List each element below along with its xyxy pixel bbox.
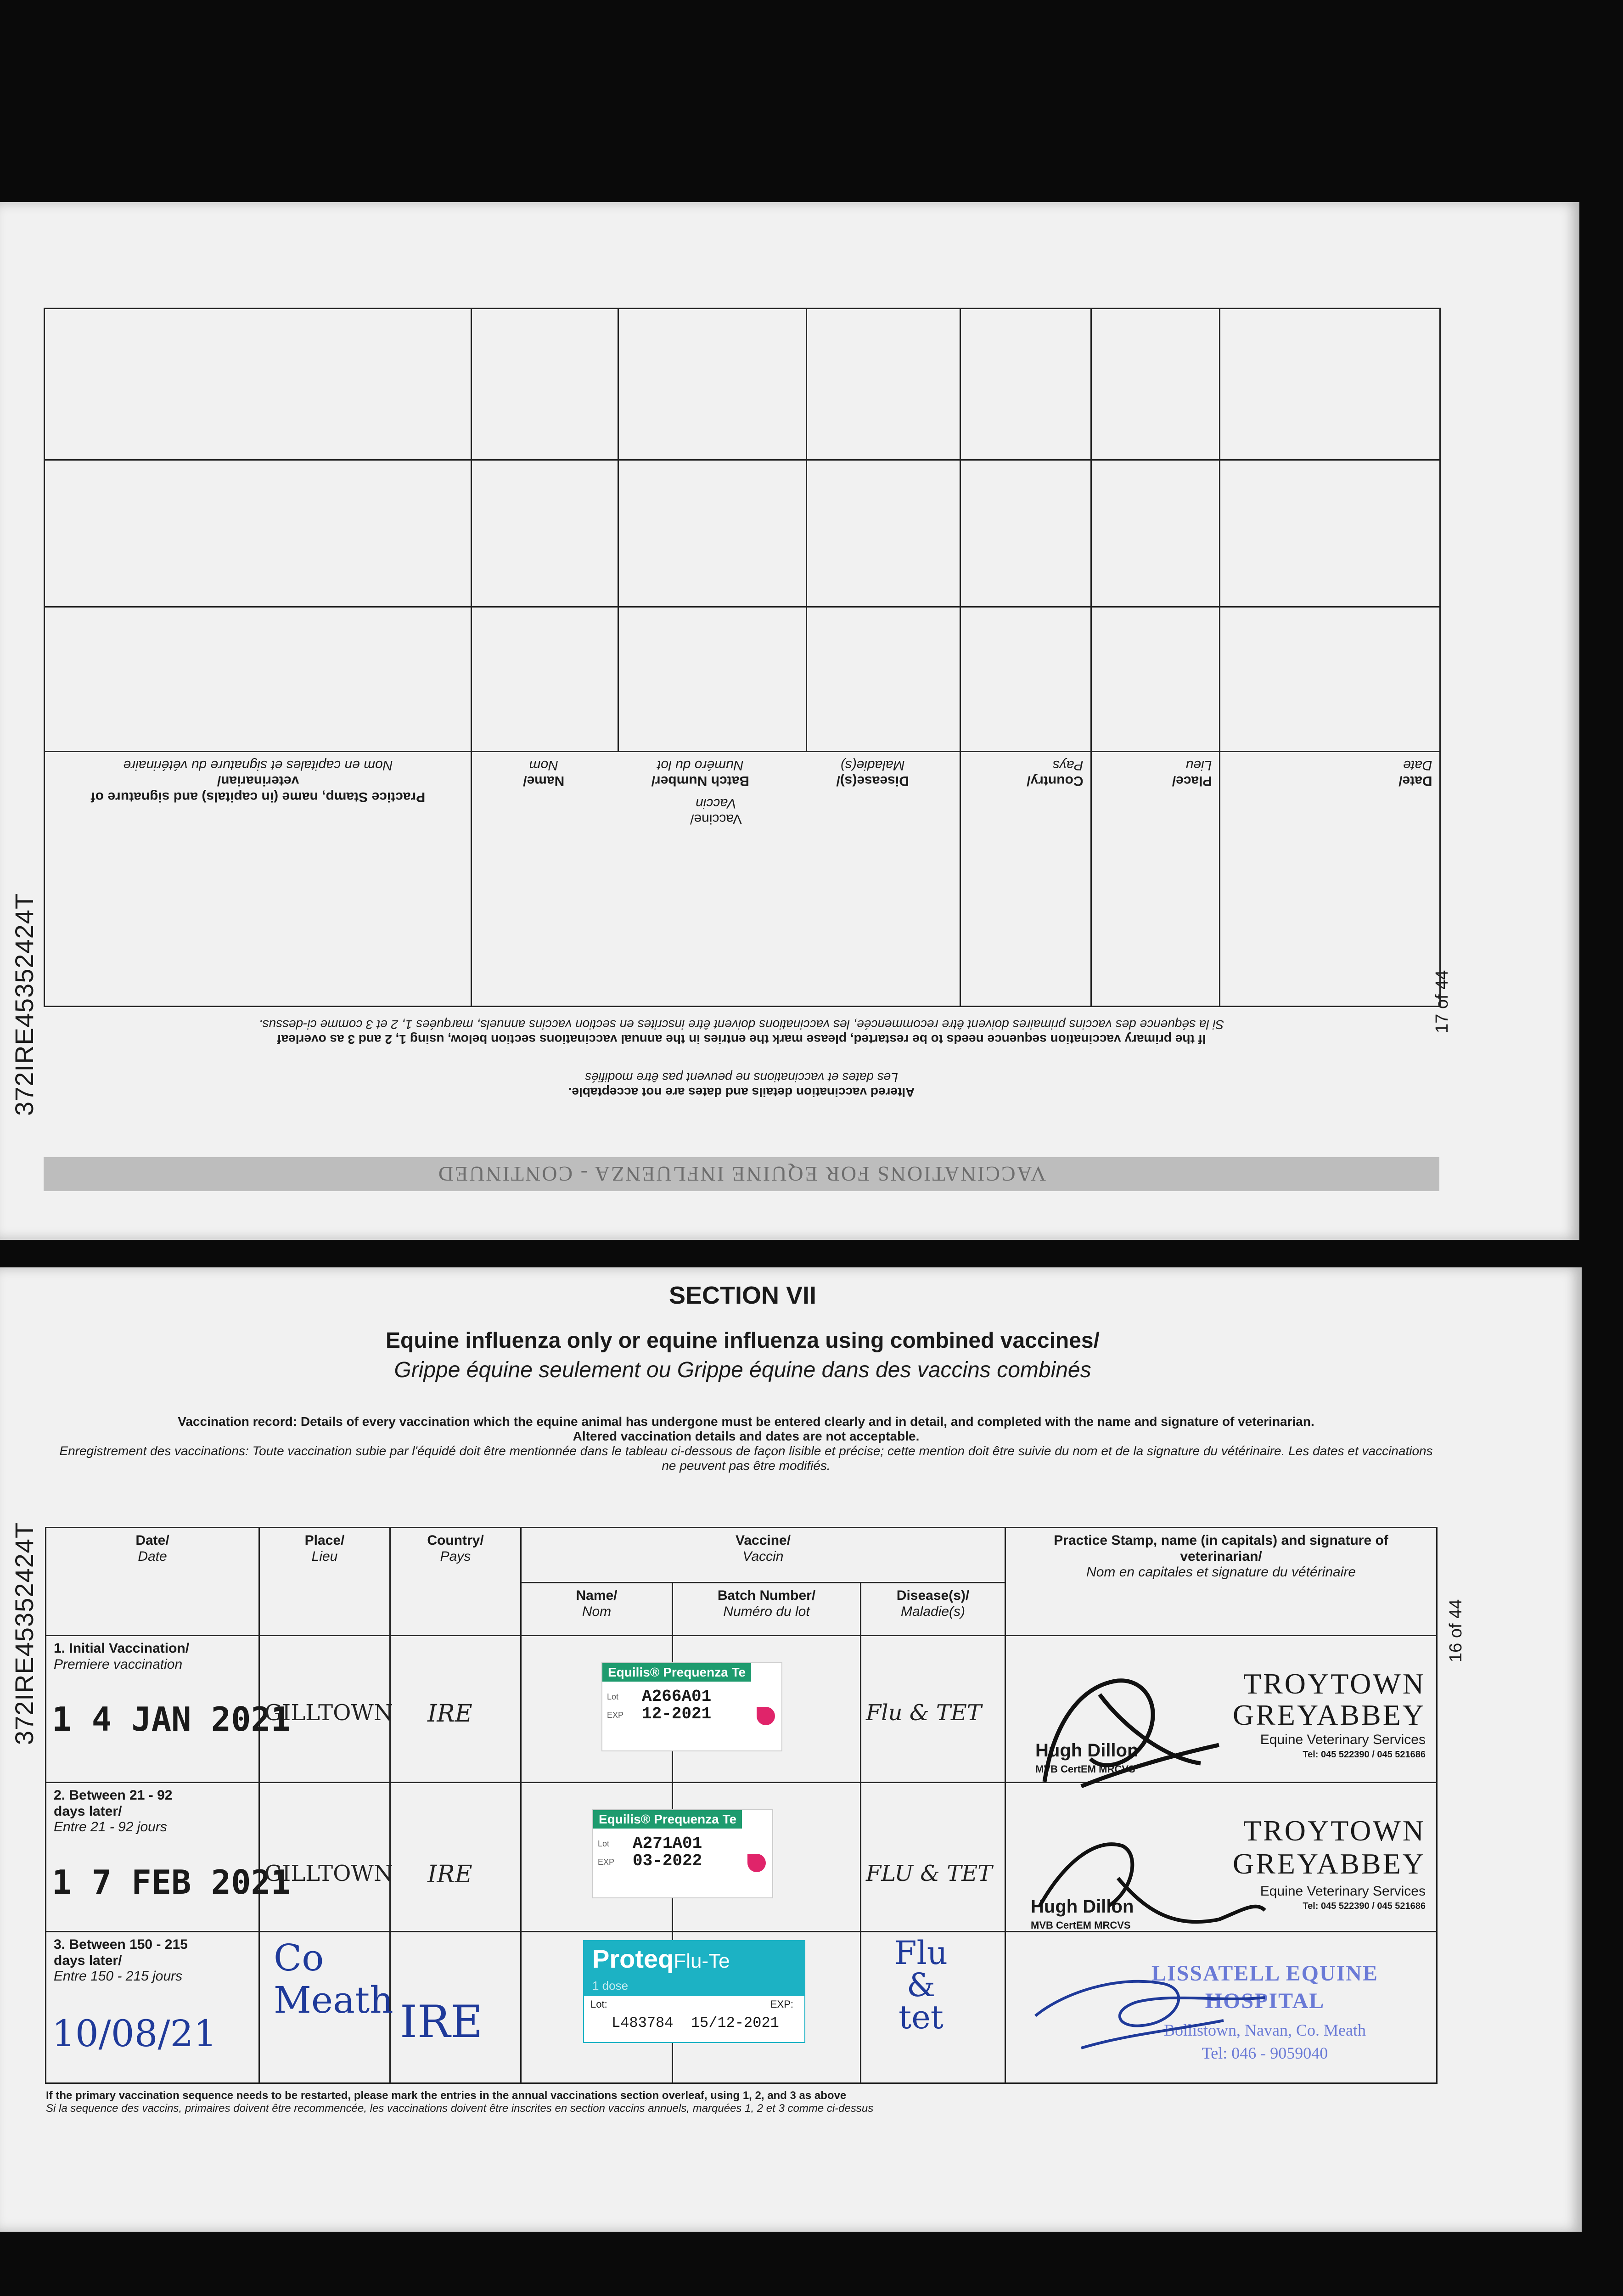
row3-disease-cell: Flu & tet (861, 1932, 1005, 2083)
section-title: SECTION VII (668, 1282, 817, 1309)
title-fr: Grippe équine seulement ou Grippe équine dans des vaccins combinés (394, 1358, 1091, 1382)
top-header-stamp: Practice Stamp, name (in capitals) and signature of veterinarian/ Nom en capitales et signature du vétérinaire (45, 752, 472, 1007)
row1-disease-cell: Flu & TET (861, 1636, 1005, 1783)
header-date: Date/ Date (46, 1528, 259, 1636)
stamp-troytown-2: TROYTOWN GREYABBEY Equine Veterinary Services Tel: 045 522390 / 045 521686 Hugh Dillon MVB CertEM MRCVS (1026, 1809, 1430, 1947)
table-cell (45, 460, 472, 607)
header-place: Place/ Lieu (259, 1528, 390, 1636)
bottom-page (0, 1267, 1582, 2232)
top-header-place: Place/ Lieu (1091, 752, 1220, 1007)
signature-icon (1026, 1956, 1430, 2094)
row2-disease-cell: FLU & TET (861, 1783, 1005, 1932)
header-name: Name/ Nom (521, 1583, 673, 1636)
page-number: 17 of 44 (1432, 970, 1452, 1033)
continued-header-band: VACCINATIONS FOR EQUINE INFLUENZA - CONTINUED (44, 1157, 1439, 1191)
record-instructions: Vaccination record: Details of every vaccination which the equine animal has undergone must be entered clearly and in detail, and completed with the name and signature of veterinarian. Altered vaccination details and dates are not acceptable. Enregistrement des vaccinations: Toute vaccination subie par l'équidé doit être mentionnée dans le tableau ci-dessous de façon lisible et précise; cette mention doit être suivie du nom et de la signature du vétérinaire. Les dates et vaccinations ne peuvent pas être modifiés. (59, 1414, 1433, 1473)
row3-country-cell: IRE (390, 1932, 521, 2083)
row1-place-cell: GILLTOWN (259, 1636, 390, 1783)
row3-place-cell: Co Meath (259, 1932, 390, 2083)
row3-date-cell: 3. Between 150 - 215 days later/ Entre 150 - 215 jours 10/08/21 (46, 1932, 259, 2083)
signature-icon (1026, 1809, 1430, 1947)
title-en: Equine influenza only or equine influenza using combined vaccines/ (386, 1328, 1100, 1353)
row2-date-cell: 2. Between 21 - 92 days later/ Entre 21 - 92 jours 1 7 FEB 2021 (46, 1783, 259, 1932)
header-country: Country/ Pays (390, 1528, 521, 1636)
header-vaccine: Vaccine/ Vaccin (521, 1528, 1005, 1583)
stamp-hospital: LISSATELL EQUINE HOSPITAL Bollistown, Navan, Co. Meath Tel: 046 - 9059040 (1026, 1956, 1430, 2094)
header-stamp: Practice Stamp, name (in capitals) and signature of veterinarian/ Nom en capitales et signature du vétérinaire (1005, 1528, 1437, 1636)
top-header-country: Country/ Pays (960, 752, 1091, 1007)
table-cell (45, 309, 472, 460)
vaccine-label-1: Equilis® Prequenza Te Lot EXP A266A01 12-2021 (601, 1662, 782, 1751)
vaccine-label-3: ProteqFlu-Te 1 dose Lot: EXP: L483784 15/12-2021 (583, 1940, 805, 2043)
stamp-troytown-1: TROYTOWN GREYABBEY Equine Veterinary Services Tel: 045 522390 / 045 521686 Hugh Dillon MVB CertEM MRCVS (1026, 1667, 1430, 1805)
top-page (0, 202, 1579, 1240)
row2-country-cell: IRE (390, 1783, 521, 1932)
top-vaccination-table (44, 308, 1441, 1007)
row2-date: 1 7 FEB 2021 (52, 1863, 291, 1902)
restart-note: If the primary vaccination sequence needs to be restarted, please mark the entries in the annual vaccinations section overleaf, using 1, 2, and 3 as above Si la sequence des vaccins, primaires doivent être recommencée, les vaccinations doivent être inscrites en section vaccins annuels, marquées 1, 2 et 3 comme ci-dessus (46, 2089, 874, 2115)
vaccine-label-2: Equilis® Prequenza Te Lot EXP A271A01 03-2022 (592, 1809, 773, 1898)
table-cell (45, 607, 472, 752)
signature-icon (1026, 1667, 1430, 1805)
document-id: 372IRE45352424T (10, 893, 39, 1116)
row2-place-cell: GILLTOWN (259, 1783, 390, 1932)
top-altered-note: Altered vaccination details and dates are not acceptable. Les dates et vaccinations ne peuvent pas être modifiés (568, 1070, 915, 1099)
row1-country-cell: IRE (390, 1636, 521, 1783)
page-number: 16 of 44 (1446, 1599, 1466, 1662)
document-id: 372IRE45352424T (10, 1522, 39, 1745)
header-disease: Disease(s)/ Maladie(s) (861, 1583, 1005, 1636)
top-restart-note: If the primary vaccination sequence needs to be restarted, please mark the entries in the annual vaccinations section below, using 1, 2 and 3 as overleaf Si la séquence des vaccins primaires doivent être recommencée, les vaccinations doivent être inscrites en section vaccins annuels, marquées 1, 2 et 3 comme ci-dessus. (258, 1018, 1224, 1047)
row3-date: 10/08/21 (52, 2012, 217, 2055)
row1-date-cell: 1. Initial Vaccination/ Premiere vaccination 1 4 JAN 2021 (46, 1636, 259, 1783)
row1-date: 1 4 JAN 2021 (52, 1700, 291, 1739)
header-batch: Batch Number/ Numéro du lot (673, 1583, 861, 1636)
top-header-vaccine: Vaccine/ Vaccin Disease(s)/ Maladie(s) Batch Number/ Numéro du lot Name/ Nom (472, 752, 960, 1007)
top-header-date: Date/ Date (1220, 752, 1440, 1007)
